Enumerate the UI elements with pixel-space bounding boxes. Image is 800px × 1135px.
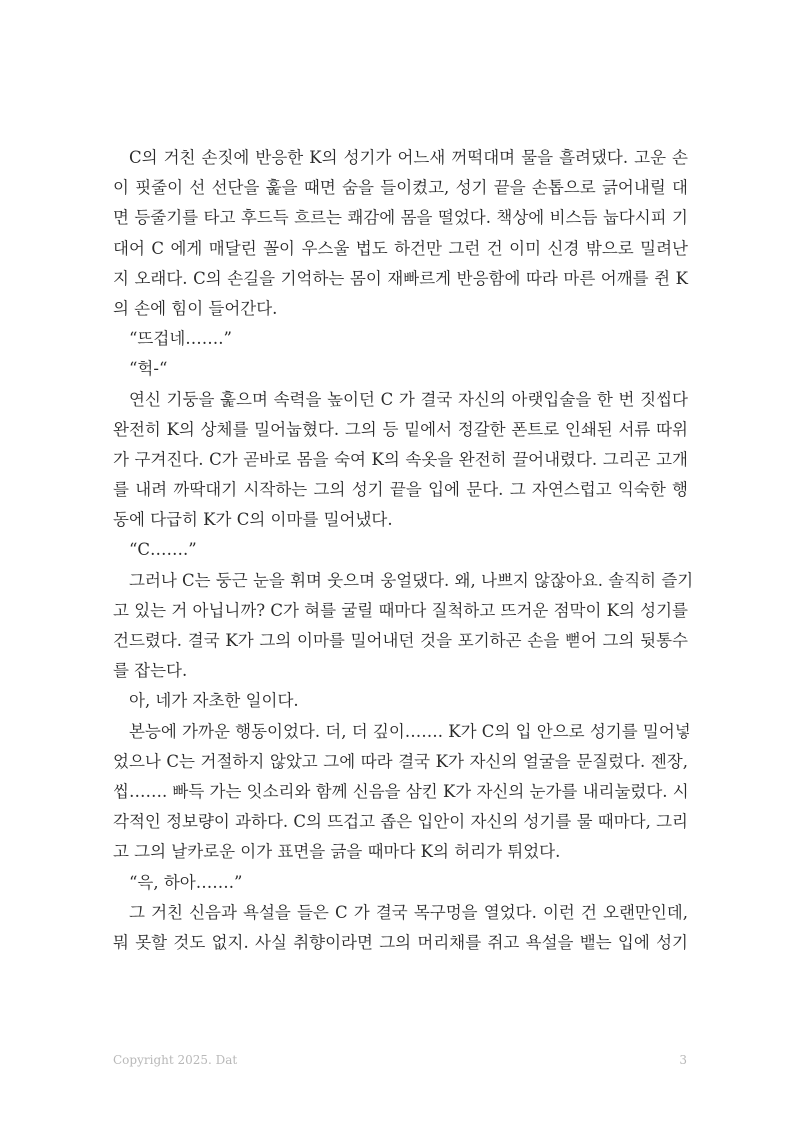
text-line: 건드렸다. 결국 K가 그의 이마를 밀어내던 것을 포기하곤 손을 뻗어 그의 뒷통수 (113, 631, 688, 650)
copyright-footer: Copyright 2025. Dat (113, 1053, 238, 1067)
text-line: 각적인 정보량이 과하다. C의 뜨겁고 좁은 입안이 자신의 성기를 물 때마다, 그리 (113, 812, 688, 832)
text-line: 이 핏줄이 선 선단을 훑을 때면 숨을 들이켰고, 성기 끝을 손톱으로 긁어내릴 대 (113, 178, 688, 198)
text-line: 씹……. 빠득 가는 잇소리와 함께 신음을 삼킨 K가 자신의 눈가를 내리눌렀다. 시 (113, 781, 689, 801)
text-line: 지 오래다. C의 손길을 기억하는 몸이 재빠르게 반응함에 따라 마른 어깨를 쥔 K (113, 268, 688, 288)
text-line: 완전히 K의 상체를 밀어눕혔다. 그의 등 밑에서 정갈한 폰트로 인쇄된 서류 따위 (113, 419, 688, 439)
text-line: 대어 C 에게 매달린 꼴이 우스울 법도 하건만 그런 건 이미 신경 밖으로 밀려난 (113, 238, 688, 258)
text-line: 었으나 C는 거절하지 않았고 그에 따라 결국 K가 자신의 얼굴을 문질렀다. 젠장, (113, 751, 688, 771)
text-line: 그 거친 신음과 욕설을 들은 C 가 결국 목구멍을 열었다. 이런 건 오랜만인데, (129, 902, 688, 922)
text-line: 를 잡는다. (113, 661, 188, 681)
dialogue-line: “헉-“ (129, 359, 168, 379)
dialogue-line: “윽, 하아…….” (129, 872, 243, 892)
text-line: 동에 다급히 K가 C의 이마를 밀어냈다. (113, 510, 393, 530)
text-line: 고 그의 날카로운 이가 표면을 긁을 때마다 K의 허리가 튀었다. (113, 842, 561, 862)
text-line: 그러나 C는 둥근 눈을 휘며 웃으며 웅얼댔다. 왜, 나쁘지 않잖아요. 솔직히 즐기 (129, 570, 694, 590)
text-line: 연신 기둥을 훑으며 속력을 높이던 C 가 결국 자신의 아랫입술을 한 번 짓씹다 (129, 389, 688, 409)
body-text (113, 143, 694, 958)
dialogue-line: “C…….” (129, 540, 197, 560)
dialogue-line: “뜨겁네…….” (129, 329, 232, 349)
text-line: 면 등줄기를 타고 후드득 흐르는 쾌감에 몸을 떨었다. 책상에 비스듬 눕다시피 기 (113, 208, 688, 228)
text-line: 아, 네가 자초한 일이다. (129, 691, 299, 711)
text-line: 의 손에 힘이 들어간다. (113, 298, 278, 318)
text-line: 고 있는 거 아닙니까? C가 혀를 굴릴 때마다 질척하고 뜨거운 점막이 K의 성기를 (113, 600, 688, 620)
text-line: 뭐 못할 것도 없지. 사실 취향이라면 그의 머리채를 쥐고 욕설을 뱉는 입에 성기 (113, 932, 688, 952)
text-line: 를 내려 까딱대기 시작하는 그의 성기 끝을 입에 문다. 그 자연스럽고 익숙한 행 (113, 480, 688, 500)
text-line: 가 구겨진다. C가 곧바로 몸을 숙여 K의 속옷을 완전히 끌어내렸다. 그리곤 고개 (113, 449, 688, 469)
text-line: 본능에 가까운 행동이었다. 더, 더 깊이……. K가 C의 입 안으로 성기를 밀어넣 (129, 721, 691, 741)
page-number: 3 (679, 1053, 687, 1067)
text-line: C의 거친 손짓에 반응한 K의 성기가 어느새 꺼떡대며 물을 흘려댔다. 고운 손 (129, 148, 688, 167)
